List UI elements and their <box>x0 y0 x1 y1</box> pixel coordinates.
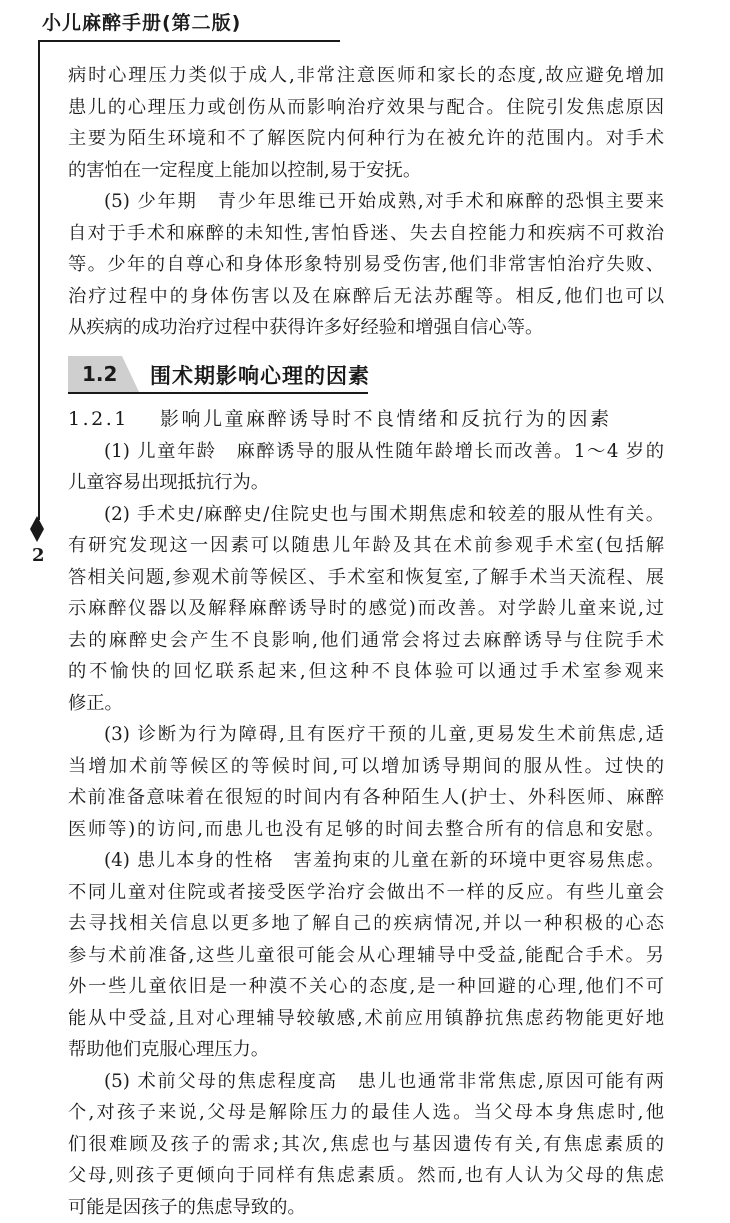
text-line: 儿童容易出现抵抗行为。 <box>68 467 664 499</box>
text-line: 帮助他们克服心理压力。 <box>68 1034 664 1066</box>
text-line: 的害怕在一定程度上能加以控制,易于安抚。 <box>68 155 664 187</box>
text-line: 主要为陌生环境和不了解医院内何种行为在被允许的范围内。对手术 <box>68 123 664 155</box>
text-line: 示麻醉仪器以及解释麻醉诱导时的感觉)而改善。对学龄儿童来说,过 <box>68 593 664 625</box>
text-line: 们很难顾及孩子的需求;其次,焦虑也与基因遗传有关,有焦虑素质的 <box>68 1129 664 1161</box>
text-line: 个,对孩子来说,父母是解除压力的最佳人选。当父母本身焦虑时,他 <box>68 1097 664 1129</box>
paragraph-block-2 <box>68 436 664 1223</box>
text-line: (3) 诊断为行为障碍,且有医疗干预的儿童,更易发生术前焦虑,适 <box>68 719 664 751</box>
text-line: 自对于手术和麻醉的未知性,害怕昏迷、失去自控能力和疾病不可救治 <box>68 218 664 250</box>
text-line: 有研究发现这一因素可以随患儿年龄及其在术前参观手术室(包括解 <box>68 530 664 562</box>
text-line: 父母,则孩子更倾向于同样有焦虑素质。然而,也有人认为父母的焦虑 <box>68 1160 664 1192</box>
section-number: 1.2 <box>82 362 117 386</box>
section-heading <box>68 350 664 400</box>
page-body <box>68 60 664 1223</box>
text-line: 可能是因孩子的焦虑导致的。 <box>68 1192 664 1223</box>
text-line: 病时心理压力类似于成人,非常注意医师和家长的态度,故应避免增加 <box>68 60 664 92</box>
text-line: (4) 患儿本身的性格 害羞拘束的儿童在新的环境中更容易焦虑。 <box>68 845 664 877</box>
text-line: 答相关问题,参观术前等候区、手术室和恢复室,了解手术当天流程、展 <box>68 562 664 594</box>
text-line: 去寻找相关信息以更多地了解自己的疾病情况,并以一种积极的心态 <box>68 908 664 940</box>
diamond-marker-icon <box>30 516 44 542</box>
text-line: 术前准备意味着在很短的时间内有各种陌生人(护士、外科医师、麻醉 <box>68 782 664 814</box>
paragraph-block-1 <box>68 60 664 344</box>
text-line: 能从中受益,且对心理辅导较敏感,术前应用镇静抗焦虑药物能更好地 <box>68 1003 664 1035</box>
text-line: (5) 少年期 青少年思维已开始成熟,对手术和麻醉的恐惧主要来 <box>68 186 664 218</box>
subsection-title: 影响儿童麻醉诱导时不良情绪和反抗行为的因素 <box>160 408 612 430</box>
header-rule <box>38 40 340 42</box>
text-line: (5) 术前父母的焦虑程度高 患儿也通常非常焦虑,原因可能有两 <box>68 1066 664 1098</box>
text-line: 参与术前准备,这些儿童很可能会从心理辅导中受益,能配合手术。另 <box>68 940 664 972</box>
text-line: 的不愉快的回忆联系起来,但这种不良体验可以通过手术室参观来 <box>68 656 664 688</box>
text-line: 医师等)的访问,而患儿也没有足够的时间去整合所有的信息和安慰。 <box>68 814 664 846</box>
text-line: (2) 手术史/麻醉史/住院史也与围术期焦虑和较差的服从性有关。 <box>68 499 664 531</box>
text-line: (1) 儿童年龄 麻醉诱导的服从性随年龄增长而改善。1～4 岁的 <box>68 436 664 468</box>
text-line: 从疾病的成功治疗过程中获得许多好经验和增强自信心等。 <box>68 312 664 344</box>
subsection-heading <box>68 402 664 436</box>
text-line: 外一些儿童依旧是一种漠不关心的态度,是一种回避的心理,他们不可 <box>68 971 664 1003</box>
text-line: 去的麻醉史会产生不良影响,他们通常会将过去麻醉诱导与住院手术 <box>68 625 664 657</box>
text-line: 修正。 <box>68 688 664 720</box>
margin-rule <box>38 40 40 520</box>
text-line: 不同儿童对住院或者接受医学治疗会做出不一样的反应。有些儿童会 <box>68 877 664 909</box>
page-number: 2 <box>32 545 45 566</box>
text-line: 等。少年的自尊心和身体形象特别易受伤害,他们非常害怕治疗失败、 <box>68 249 664 281</box>
running-head-title: 小儿麻醉手册(第二版) <box>42 8 241 35</box>
section-title: 围术期影响心理的因素 <box>150 360 370 390</box>
subsection-number: 1.2.1 <box>68 408 129 430</box>
text-line: 患儿的心理压力或创伤从而影响治疗效果与配合。住院引发焦虑原因 <box>68 92 664 124</box>
text-line: 治疗过程中的身体伤害以及在麻醉后无法苏醒等。相反,他们也可以 <box>68 281 664 313</box>
text-line: 当增加术前等候区的等候时间,可以增加诱导期间的服从性。过快的 <box>68 751 664 783</box>
